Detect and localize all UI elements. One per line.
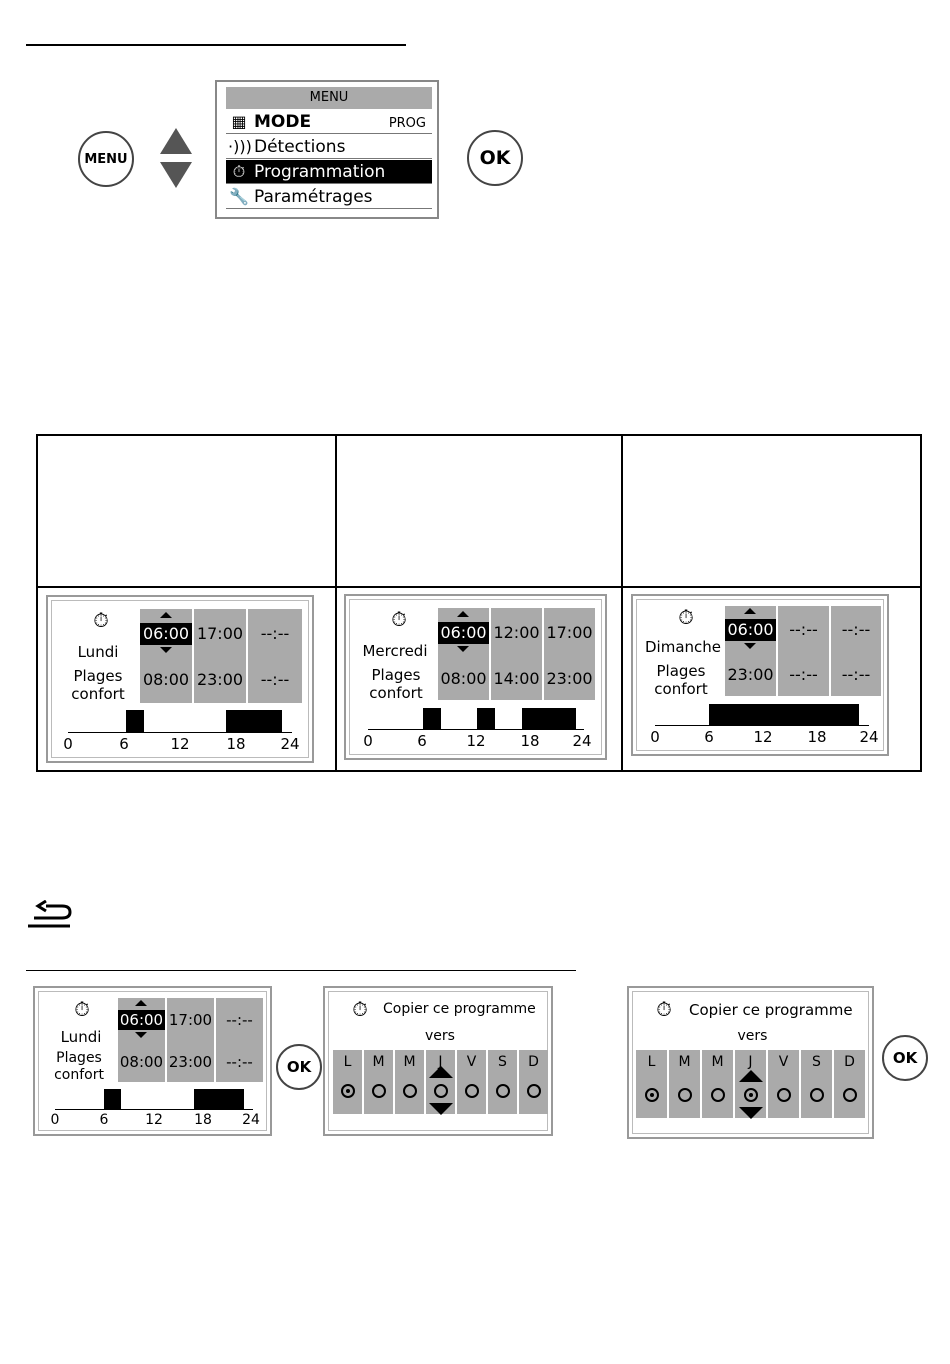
day-radio[interactable] [843,1088,857,1102]
menu-item-label: Paramétrages [254,187,373,207]
start-time[interactable]: --:-- [260,624,290,643]
start-time-selected[interactable]: 06:00 [140,623,192,645]
end-time[interactable]: --:-- [841,665,871,684]
clock-icon: ⏱ [678,605,694,629]
tick-label: 12 [753,728,773,746]
start-time[interactable]: --:-- [789,620,818,639]
start-time-selected[interactable]: 06:00 [119,1011,164,1029]
back-icon[interactable] [26,900,74,930]
tick-label: 6 [417,732,427,750]
tick-label: 24 [280,735,300,753]
day-radio[interactable] [465,1084,479,1098]
arrow-up-icon[interactable] [457,611,469,617]
schedule-screen-lundi-small [33,986,272,1136]
slot-column[interactable] [831,606,881,696]
confort-label: confort [71,685,125,703]
day-label: Dimanche [644,638,721,656]
day-column[interactable] [834,1050,865,1118]
day-letter: M [711,1054,724,1070]
time-axis [368,729,584,730]
clock-icon: ⏱ [352,997,368,1021]
tick-label: 12 [170,735,190,753]
arrow-up-icon[interactable] [739,1070,763,1082]
top-divider [26,44,406,46]
menu-item-detections[interactable] [226,135,432,159]
end-time[interactable]: 08:00 [440,669,487,688]
day-letter: V [778,1054,789,1070]
clock-icon: ⏱ [391,607,407,631]
end-time[interactable]: 14:00 [493,669,540,688]
comfort-bar [709,704,859,725]
comfort-bar [194,1089,244,1109]
table-divider [335,436,337,770]
time-axis [655,725,869,726]
slot-column[interactable] [778,606,829,696]
start-time[interactable]: --:-- [226,1011,253,1029]
tick-label: 12 [466,732,486,750]
tick-label: 24 [242,1112,260,1128]
day-label: Lundi [77,643,119,661]
detection-icon: ·))) [228,137,252,156]
slot-column[interactable] [167,998,214,1082]
arrow-down-icon[interactable] [135,1032,147,1038]
menu-button[interactable]: MENU [78,131,134,187]
tick-label: 24 [572,732,592,750]
tick-label: 0 [50,1112,60,1128]
day-radio[interactable] [744,1088,758,1102]
start-time-selected[interactable]: 06:00 [438,622,489,644]
menu-item-mode[interactable] [226,110,432,134]
copy-subtitle: vers [425,1028,455,1044]
copy-screen-2 [627,986,874,1139]
menu-item-label: Détections [254,137,346,157]
day-column[interactable] [801,1050,832,1118]
arrow-down-icon[interactable] [160,647,172,653]
end-time[interactable]: 08:00 [119,1053,164,1071]
slot-column[interactable] [216,998,263,1082]
day-letter: L [647,1054,656,1070]
up-down-arrows[interactable] [160,128,194,190]
arrow-down-icon[interactable] [744,643,756,649]
day-column[interactable] [488,1050,517,1114]
day-column[interactable] [636,1050,667,1118]
day-radio[interactable] [341,1084,355,1098]
day-letter: S [498,1054,507,1070]
tick-label: 0 [63,735,73,753]
confort-label: confort [54,1067,104,1083]
confort-label: confort [654,680,708,698]
tick-label: 6 [119,735,129,753]
clock-icon: ⏱ [656,997,672,1021]
end-time[interactable]: 23:00 [727,665,774,684]
menu-title: MENU [226,87,432,109]
tick-label: 0 [363,732,373,750]
time-axis [55,1109,253,1110]
day-column[interactable] [735,1050,766,1118]
end-time[interactable]: 08:00 [142,670,190,689]
slot-column[interactable] [491,608,542,700]
arrow-up-icon[interactable] [429,1066,453,1078]
day-letter: M [372,1054,385,1070]
slot-column[interactable] [248,609,302,703]
plages-label: Plages [73,667,123,685]
menu-item-programmation[interactable] [226,160,432,184]
day-letter: L [343,1054,352,1070]
comfort-bar [126,710,144,732]
menu-item-label: Programmation [254,162,386,182]
day-label: Mercredi [362,642,428,660]
tick-label: 18 [226,735,246,753]
day-column[interactable] [669,1050,700,1118]
comfort-bar [104,1089,121,1109]
plages-label: Plages [56,1050,102,1066]
menu-screen [215,80,439,219]
day-letter: J [748,1054,753,1070]
day-radio[interactable] [496,1084,510,1098]
day-letter: J [438,1054,443,1070]
mode-icon: ▦ [231,112,247,131]
clock-icon: ⏱ [93,608,109,632]
day-column[interactable] [426,1050,455,1114]
comfort-bar [226,710,282,732]
slot-column[interactable] [140,609,192,703]
schedule-screen-dimanche [631,594,889,756]
day-column[interactable] [395,1050,424,1114]
slot-column[interactable] [544,608,595,700]
arrow-up-icon[interactable] [160,128,192,154]
day-radio[interactable] [372,1084,386,1098]
day-label: Lundi [60,1028,102,1046]
arrow-down-icon[interactable] [160,162,192,188]
day-radio[interactable] [711,1088,725,1102]
day-column[interactable] [702,1050,733,1118]
tick-label: 0 [650,728,660,746]
start-time[interactable]: 17:00 [168,1011,213,1029]
time-axis [68,732,292,733]
start-time[interactable]: 12:00 [493,623,540,642]
arrow-down-icon[interactable] [739,1107,763,1119]
day-column[interactable] [364,1050,393,1114]
confort-label: confort [369,684,423,702]
end-time[interactable]: 23:00 [196,670,244,689]
tick-label: 6 [99,1112,109,1128]
schedule-screen-mercredi [344,594,607,760]
day-radio[interactable] [777,1088,791,1102]
slot-column[interactable] [725,606,776,696]
tick-label: 24 [859,728,879,746]
menu-item-value: PROG [388,116,426,131]
day-letter: D [528,1054,539,1070]
start-time[interactable]: --:-- [841,620,871,639]
start-time-selected[interactable]: 06:00 [725,619,776,641]
end-time[interactable]: --:-- [789,665,818,684]
day-radio[interactable] [403,1084,417,1098]
arrow-down-icon[interactable] [457,646,469,652]
copy-title: Copier ce programme [383,1001,536,1017]
day-letter: M [403,1054,416,1070]
menu-item-parametrages[interactable] [226,185,432,209]
day-letter: D [844,1054,855,1070]
copy-subtitle: vers [737,1028,768,1044]
tick-label: 18 [520,732,540,750]
plages-label: Plages [371,666,421,684]
table-divider [38,586,920,588]
tick-label: 18 [194,1112,212,1128]
schedule-screen-lundi [46,595,314,763]
bottom-divider [26,970,576,971]
arrow-up-icon[interactable] [160,612,172,618]
arrow-down-icon[interactable] [429,1103,453,1115]
day-radio[interactable] [645,1088,659,1102]
comfort-bar [522,708,576,729]
day-column[interactable] [457,1050,486,1114]
end-time[interactable]: --:-- [260,670,290,689]
plages-label: Plages [656,662,706,680]
comfort-bar [423,708,441,729]
day-radio[interactable] [678,1088,692,1102]
tick-label: 6 [704,728,714,746]
clock-icon: ⏱ [74,997,90,1021]
ok-button[interactable]: OK [882,1035,928,1081]
end-time[interactable]: 23:00 [168,1053,213,1071]
day-letter: M [678,1054,691,1070]
tick-label: 12 [145,1112,163,1128]
menu-item-label: MODE [254,112,312,132]
clock-icon: ⏱ [232,162,246,181]
slot-column[interactable] [118,998,165,1082]
day-column[interactable] [333,1050,362,1114]
wrench-icon: 🔧 [229,187,249,206]
tick-label: 18 [807,728,827,746]
arrow-up-icon[interactable] [744,608,756,614]
start-time[interactable]: 17:00 [196,624,244,643]
ok-button[interactable]: OK [467,130,523,186]
slot-column[interactable] [194,609,246,703]
day-radio[interactable] [810,1088,824,1102]
day-column[interactable] [519,1050,548,1114]
day-radio[interactable] [434,1084,448,1098]
ok-button[interactable]: OK [276,1044,322,1090]
day-letter: V [466,1054,477,1070]
slot-column[interactable] [438,608,489,700]
table-divider [621,436,623,770]
day-letter: S [812,1054,821,1070]
comfort-bar [477,708,495,729]
arrow-up-icon[interactable] [135,1000,147,1006]
copy-title: Copier ce programme [689,1001,853,1019]
start-time[interactable]: 17:00 [546,623,593,642]
day-radio[interactable] [527,1084,541,1098]
copy-screen-1 [323,986,553,1136]
end-time[interactable]: --:-- [226,1053,253,1071]
end-time[interactable]: 23:00 [546,669,593,688]
day-column[interactable] [768,1050,799,1118]
